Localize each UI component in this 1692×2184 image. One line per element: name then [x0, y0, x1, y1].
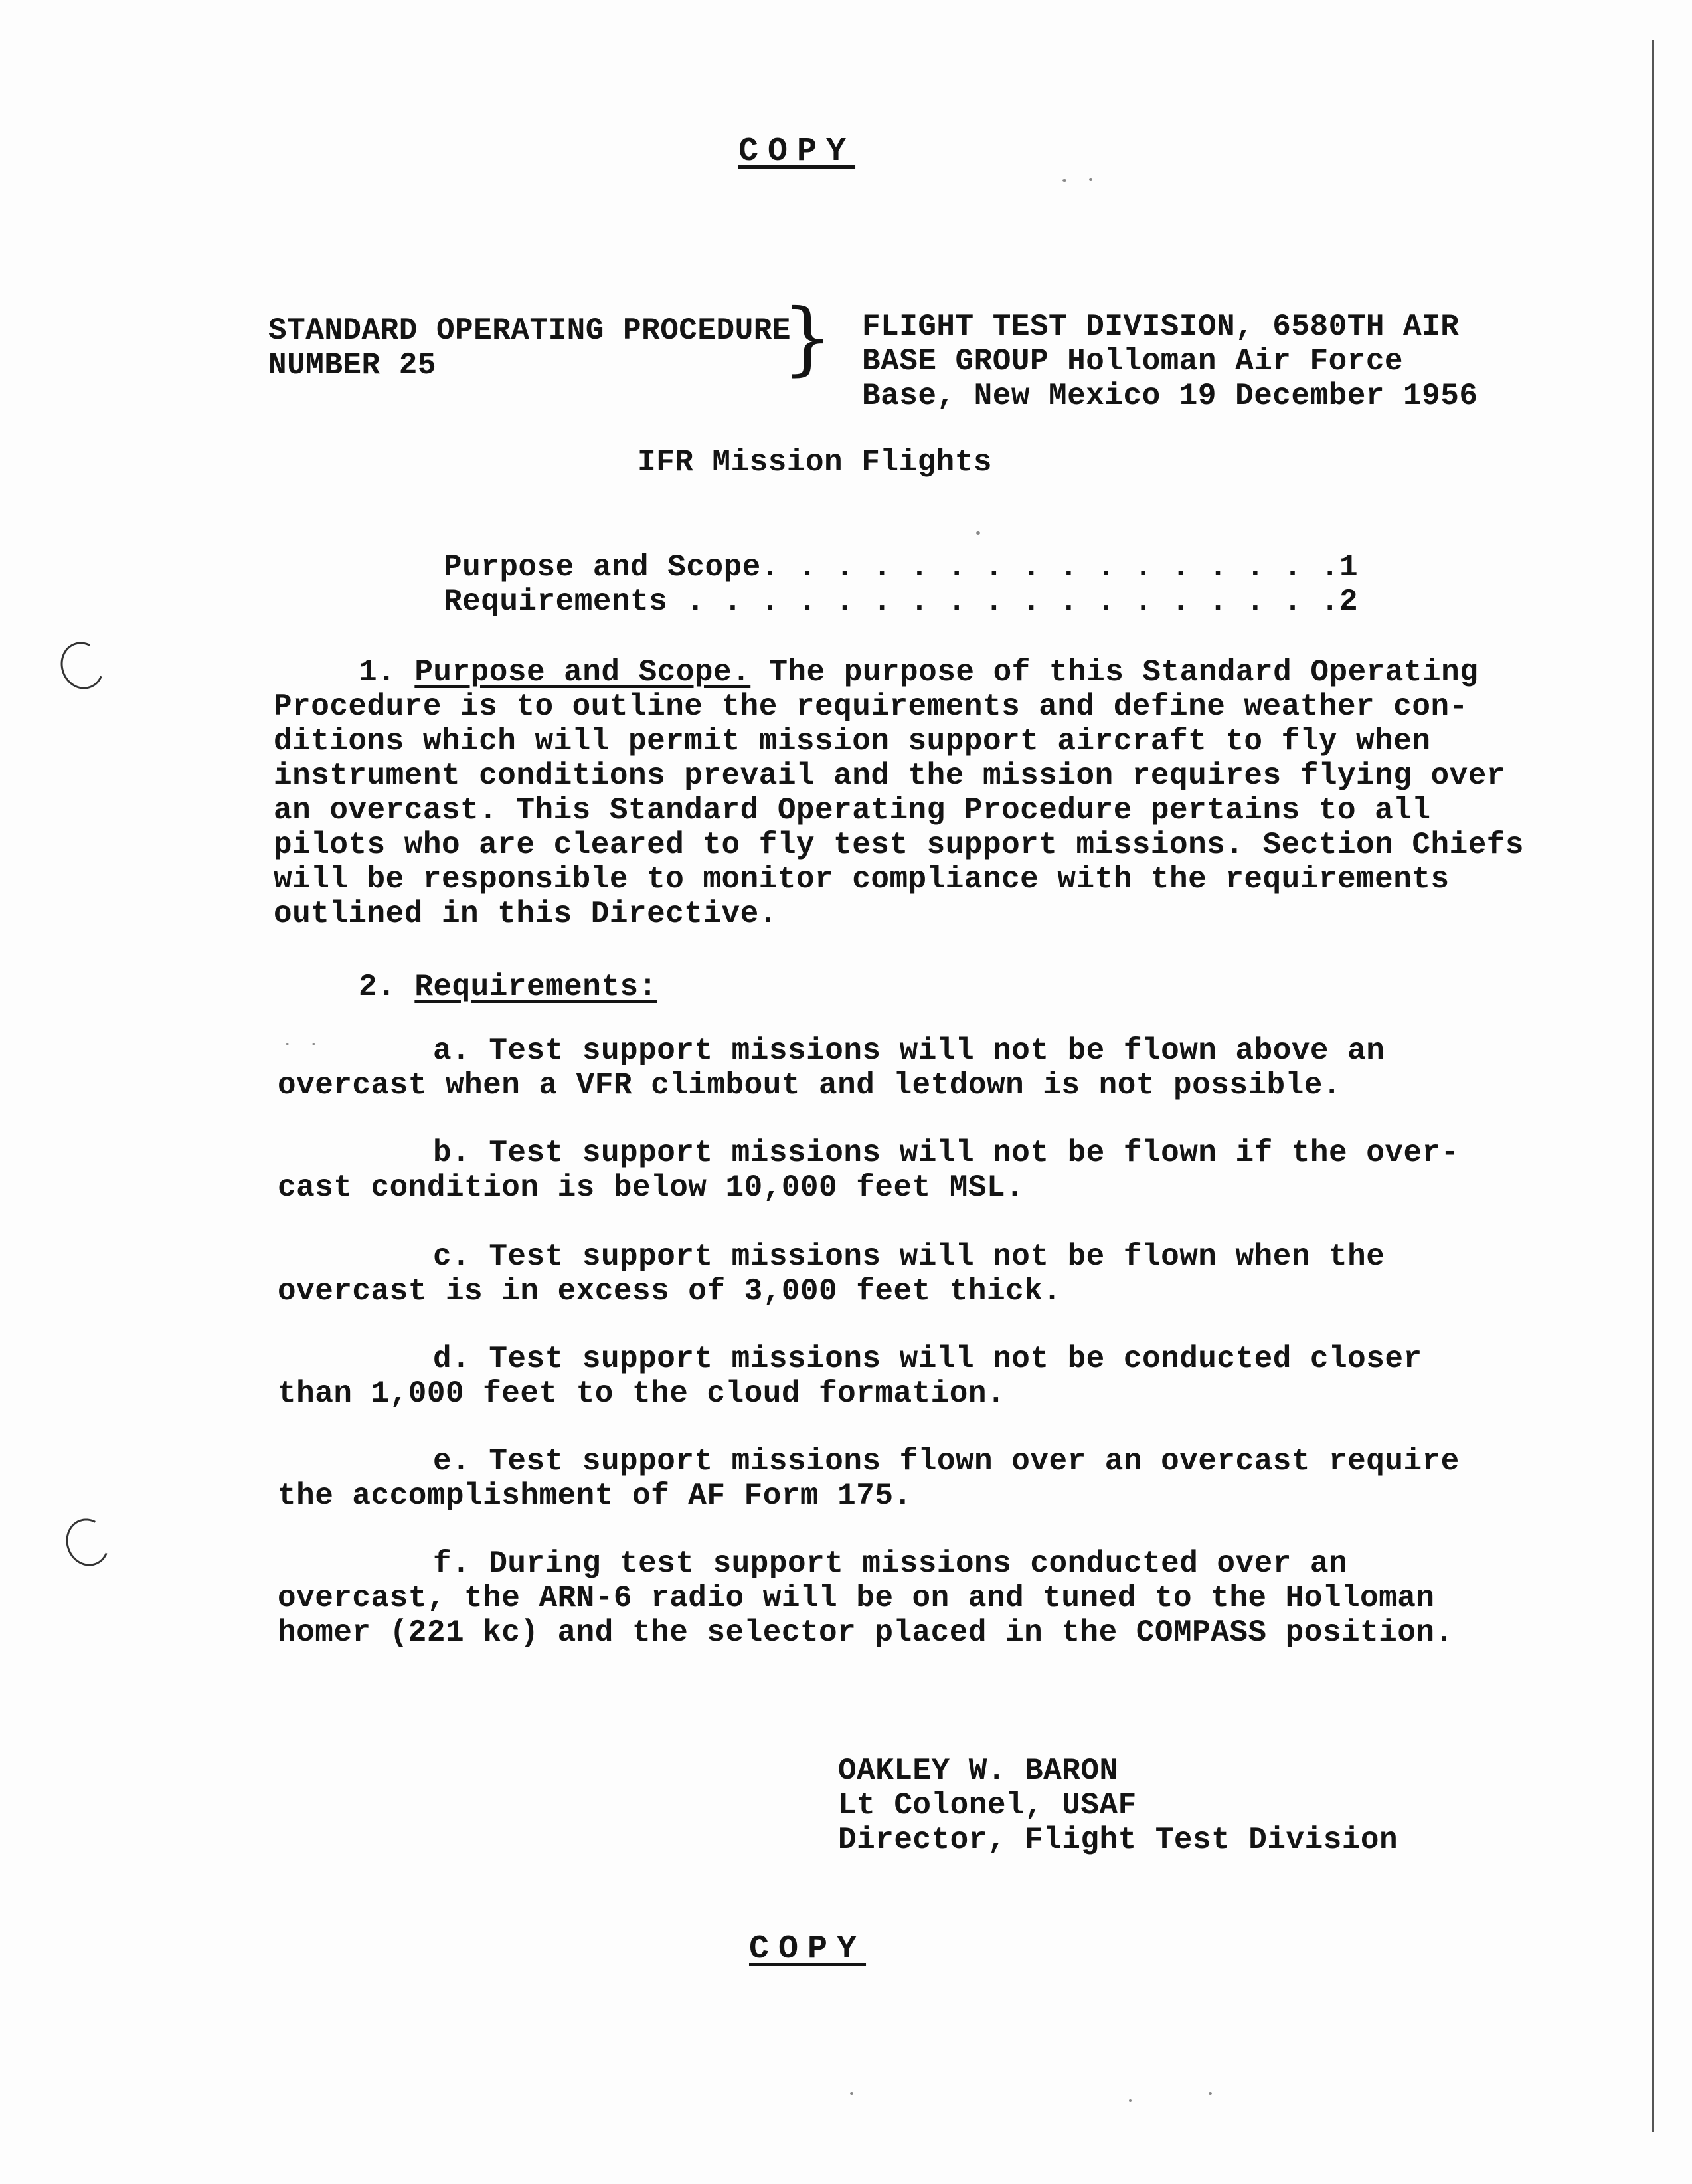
signatory-name: OAKLEY W. BARON	[838, 1754, 1118, 1788]
scan-speck	[1089, 178, 1092, 181]
signatory-rank: Lt Colonel, USAF	[838, 1788, 1137, 1823]
section-requirements-heading	[359, 970, 657, 1004]
item-line: overcast when a VFR climbout and letdown is not possible.	[278, 1068, 1341, 1103]
paragraph-line: The purpose of this Standard Operating	[750, 655, 1479, 689]
org-line-1: FLIGHT TEST DIVISION, 6580TH AIR	[862, 310, 1460, 344]
item-line: than 1,000 feet to the cloud formation.	[278, 1376, 1006, 1411]
section-heading: Requirements:	[414, 970, 657, 1004]
item-line	[433, 1342, 1422, 1376]
item-text: Test support missions will not be flown above an	[489, 1034, 1385, 1068]
hole-punch-top	[54, 636, 111, 695]
paragraph-line: ditions which will permit mission support aircraft to fly when	[274, 724, 1431, 759]
item-text: During test support missions conducted over an	[489, 1546, 1348, 1581]
toc-label: Purpose and Scope	[444, 550, 761, 585]
item-letter: d.	[433, 1342, 471, 1376]
paragraph-line: instrument conditions prevail and the mission requires flying over	[274, 759, 1505, 793]
scan-speck	[1062, 179, 1066, 182]
toc-dots: . . . . . . . . . . . . . . . .	[760, 550, 1340, 585]
scan-speck	[1209, 2092, 1212, 2095]
toc-label: Requirements	[444, 585, 668, 619]
item-line	[433, 1546, 1347, 1581]
document-title: IFR Mission Flights	[637, 445, 992, 480]
copy-stamp-bottom: COPY	[749, 1930, 867, 1968]
org-line-2: BASE GROUP Holloman Air Force	[862, 344, 1404, 379]
item-text: Test support missions will not be conducted closer	[489, 1342, 1422, 1376]
hole-punch-bottom	[60, 1512, 116, 1572]
page-edge-line	[1652, 40, 1654, 2132]
section-number: 1.	[359, 655, 396, 689]
paragraph-line: will be responsible to monitor compliance with the requirements	[274, 862, 1450, 897]
toc-number: 1	[1339, 550, 1359, 585]
toc-entry	[444, 550, 1358, 585]
sop-title: STANDARD OPERATING PROCEDURE	[268, 314, 791, 348]
sop-number: NUMBER 25	[268, 348, 436, 383]
item-line: cast condition is below 10,000 feet MSL.	[278, 1170, 1025, 1205]
item-letter: f.	[433, 1546, 471, 1581]
header-brace: }	[782, 292, 833, 385]
scan-speck	[976, 531, 980, 535]
scan-speck	[286, 1043, 289, 1045]
item-letter: a.	[433, 1034, 471, 1068]
section-heading: Purpose and Scope.	[414, 655, 751, 689]
item-line	[433, 1444, 1460, 1479]
toc-dots: . . . . . . . . . . . . . . . . . .	[667, 585, 1340, 619]
paragraph-line: pilots who are cleared to fly test support missions. Section Chiefs	[274, 828, 1525, 862]
signatory-title: Director, Flight Test Division	[838, 1823, 1398, 1857]
item-text: Test support missions will not be flown if the over-	[489, 1136, 1460, 1170]
item-letter: b.	[433, 1136, 471, 1170]
org-line-3: Base, New Mexico 19 December 1956	[862, 379, 1478, 413]
section-1-first-line	[359, 655, 1478, 689]
scan-speck	[850, 2092, 853, 2095]
item-line: the accomplishment of AF Form 175.	[278, 1479, 912, 1513]
toc-entry	[444, 585, 1358, 619]
copy-stamp-top: COPY	[738, 133, 856, 171]
item-line: overcast is in excess of 3,000 feet thick.	[278, 1274, 1062, 1309]
toc-number: 2	[1339, 585, 1359, 619]
item-letter: e.	[433, 1444, 471, 1479]
section-number: 2.	[359, 970, 396, 1004]
paragraph-line: an overcast. This Standard Operating Procedure pertains to all	[274, 793, 1431, 828]
item-letter: c.	[433, 1239, 471, 1274]
item-text: Test support missions flown over an overcast require	[489, 1444, 1460, 1479]
item-line	[433, 1239, 1385, 1274]
item-line: overcast, the ARN-6 radio will be on and tuned to the Holloman	[278, 1581, 1435, 1615]
scan-speck	[312, 1043, 315, 1045]
item-line	[433, 1034, 1385, 1068]
item-text: Test support missions will not be flown when the	[489, 1239, 1385, 1274]
scan-speck	[1129, 2099, 1132, 2102]
item-line	[433, 1136, 1460, 1170]
paragraph-line: Procedure is to outline the requirements and define weather con-	[274, 689, 1468, 724]
paragraph-line: outlined in this Directive.	[274, 897, 778, 931]
item-line: homer (221 kc) and the selector placed in the COMPASS position.	[278, 1615, 1454, 1650]
